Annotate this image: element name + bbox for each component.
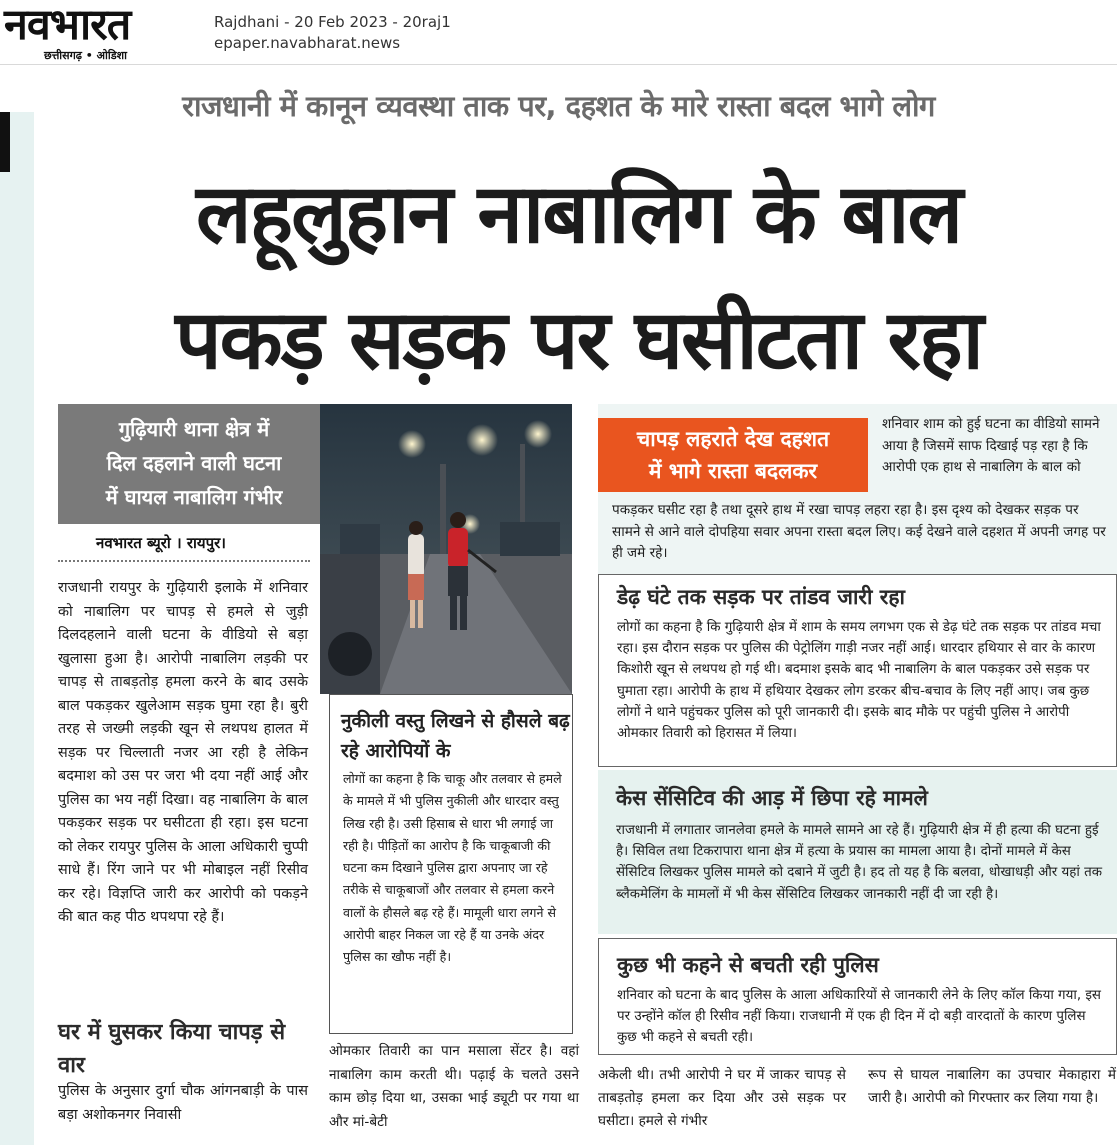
highlight-heading-line: में भागे रास्ता बदलकर bbox=[648, 459, 818, 483]
section-body-1: लोगों का कहना है कि गुढ़ियारी क्षेत्र में शाम के समय लगभग एक से डेढ़ घंटे तक सड़क पर तांडव मचा रहा। इस दौरान सड़क पर पुलिस की पेट्रोलिंग गाड़ी नजर नहीं आई। धारदार हथियार से वार के कारण किशोरी खून से लथपथ हो गई थी। बदमाश इसके बाद भी नाबालिग के बाल पकड़कर उसे सड़क पर घुमाता रहा। आरोपी के हाथ में हथियार देखकर लोग डरकर बीच-बचाव के लिए नहीं आए। जब कुछ लोगों ने थाने पहुंचकर पुलिस को पूरी जानकारी दी। इसके बाद मौके पर पहुंची पुलिस ने आरोपी ओमकार तिवारी को हिरासत में लिया। bbox=[617, 620, 1101, 742]
headline-line-2: पकड़ सड़क पर घसीटता रहा bbox=[175, 293, 982, 388]
masthead bbox=[0, 0, 200, 62]
section-title-3: कुछ भी कहने से बचती रही पुलिस bbox=[617, 953, 879, 977]
sidebar-story-body: लोगों का कहना है कि चाकू और तलवार से हमले के मामले में भी पुलिस नुकीली और धारदार वस्तु लिख रही है। उसी हिसाब से धारा भी लगाई जा रही है। पीड़ितों का आरोप है कि चाकूबाजी की घटना कम दिखाने पुलिस द्वारा अपनाए जा रहे तरीके से चाकूबाजों और तलवार से हमला करने वालों के हौसले बढ़ रहे हैं। मामूली धारा लगने से आरोपी बाहर निकल जा रहे हैं या उनके अंदर पुलिस का खौफ नहीं है। bbox=[343, 771, 562, 965]
article-body-continued: ओमकार तिवारी का पान मसाला सेंटर है। वहां नाबालिग काम करती थी। पढ़ाई के चलते उसने काम छोड़ दिया था, उसका भाई ड्यूटी पर गया था और मां-बेटी bbox=[329, 1043, 579, 1130]
street-scene-image bbox=[320, 404, 572, 694]
news-photo bbox=[320, 404, 572, 694]
section-body-3: शनिवार को घटना के बाद पुलिस के आला अधिकारियों से जानकारी लेने के लिए कॉल किया गया, इस पर उन्होंने कॉल ही रिसीव नहीं किया। राजधानी में एक ही दिन में दो बड़ी वारदातों के कारण पुलिस कुछ भी कहने से बचती रही। bbox=[617, 988, 1101, 1046]
section-title-2: केस सेंसिटिव की आड़ में छिपा रहे मामले bbox=[616, 786, 928, 810]
section-box-3 bbox=[598, 938, 1117, 1055]
headline-line-1: लहूलुहान नाबालिग के बाल bbox=[195, 167, 962, 262]
section-heading: घर में घुसकर किया चापड़ से वार bbox=[58, 1020, 286, 1078]
subheadline-line: गुढ़ियारी थाना क्षेत्र में bbox=[118, 417, 270, 441]
edition-info bbox=[214, 12, 451, 54]
edition-line: Rajdhani - 20 Feb 2023 - 20raj1 bbox=[214, 13, 451, 31]
section-box-2 bbox=[598, 770, 1117, 934]
header-divider bbox=[0, 64, 1117, 65]
dotted-divider bbox=[58, 560, 310, 562]
highlight-heading-box bbox=[598, 418, 868, 492]
right-story-intro-continued: पकड़कर घसीट रहा है तथा दूसरे हाथ में रखा चापड़ लहरा रहा है। इस दृश्य को देखकर सड़क पर सामने से आने वाले दोपहिया सवार अपना रास्ता बदल लिए। कई देखने वाले दहशत में अपनी जगह पर ही जमे रहे। bbox=[612, 502, 1106, 561]
right-story-intro: शनिवार शाम को हुई घटना का वीडियो सामने आया है जिसमें साफ दिखाई पड़ रहा है कि आरोपी एक हाथ से नाबालिग के बाल को bbox=[882, 416, 1100, 475]
subheadline-line: दिल दहलाने वाली घटना bbox=[106, 451, 282, 475]
subheadline-box bbox=[58, 404, 330, 524]
subheadline-line: में घायल नाबालिग गंभीर bbox=[105, 485, 283, 509]
epaper-url[interactable]: epaper.navabharat.news bbox=[214, 34, 401, 52]
sidebar-story-title: नुकीली वस्तु लिखने से हौसले बढ़ रहे आरोपियों के bbox=[341, 710, 570, 762]
newspaper-logo: नवभारत bbox=[4, 0, 131, 50]
main-headline bbox=[40, 152, 1117, 404]
section-box-1 bbox=[598, 574, 1117, 767]
article-body: राजधानी रायपुर के गुढ़ियारी इलाके में शनिवार को नाबालिग पर चापड़ से हमले से जुड़ी दिलदहलाने वाली घटना के वीडियो से बड़ा खुलासा हुआ है। आरोपी नाबालिग लड़की पर चापड़ से ताबड़तोड़ हमला करने के बाद उसके बाल पकड़कर खुलेआम सड़क घुमा रहा है। बुरी तरह से जख्मी लड़की खून से लथपथ हालत में सड़क पर चिल्लाती नजर आ रही है लेकिन बदमाश को उस पर जरा भी दया नहीं आई और पुलिस का भय नहीं दिखा। वह नाबालिग के बाल पकड़कर सड़क पर घसीटता ही रहा। इस घटना को लेकर रायपुर पुलिस के आला अधिकारी चुप्पी साधे हैं। रिंग जाने पर भी मोबाइल नहीं रिसीव कर रहे। विज्ञप्ति जारी कर आरोपी को पकड़ने की बात कह पीठ थपथपा रहे हैं। bbox=[58, 580, 308, 925]
highlight-heading-line: चापड़ लहराते देख दहशत bbox=[636, 427, 830, 451]
kicker-headline: राजधानी में कानून व्यवस्था ताक पर, दहशत के मारे रास्ता बदल भागे लोग bbox=[182, 89, 935, 123]
byline: नवभारत ब्यूरो । रायपुर। bbox=[96, 534, 226, 552]
article-body-continued: अकेली थी। तभी आरोपी ने घर में जाकर चापड़ से ताबड़तोड़ हमला कर दिया और उसे सड़क पर घसीटा। हमले से गंभीर bbox=[598, 1067, 846, 1129]
section-body-2: राजधानी में लगातार जानलेवा हमले के मामले सामने आ रहे हैं। गुढ़ियारी क्षेत्र में ही हत्या की घटना हुई है। सिविल तथा टिकरापारा थाना क्षेत्र में हत्या के प्रयास का मामला आया है। दोनों मामले में केस सेंसिटिव लिखकर पुलिस मामले को दबाने में जुटी है। हद तो यह है कि बलवा, धोखाधड़ी और यहां तक ब्लैकमेलिंग के मामलों में भी केस सेंसिटिव लिखकर जानकारी नहीं दी जा रही है। bbox=[616, 823, 1103, 902]
adjacent-column-strip bbox=[0, 112, 34, 1145]
section-title-1: डेढ़ घंटे तक सड़क पर तांडव जारी रहा bbox=[617, 585, 905, 609]
article-body-continued: रूप से घायल नाबालिग का उपचार मेकाहारा में जारी है। आरोपी को गिरफ्तार कर लिया गया है। bbox=[868, 1067, 1116, 1106]
article-body-continued: पुलिस के अनुसार दुर्गा चौक आंगनबाड़ी के पास बड़ा अशोकनगर निवासी bbox=[58, 1083, 308, 1123]
logo-subtitle: छत्तीसगढ़ • ओडिशा bbox=[44, 49, 127, 62]
